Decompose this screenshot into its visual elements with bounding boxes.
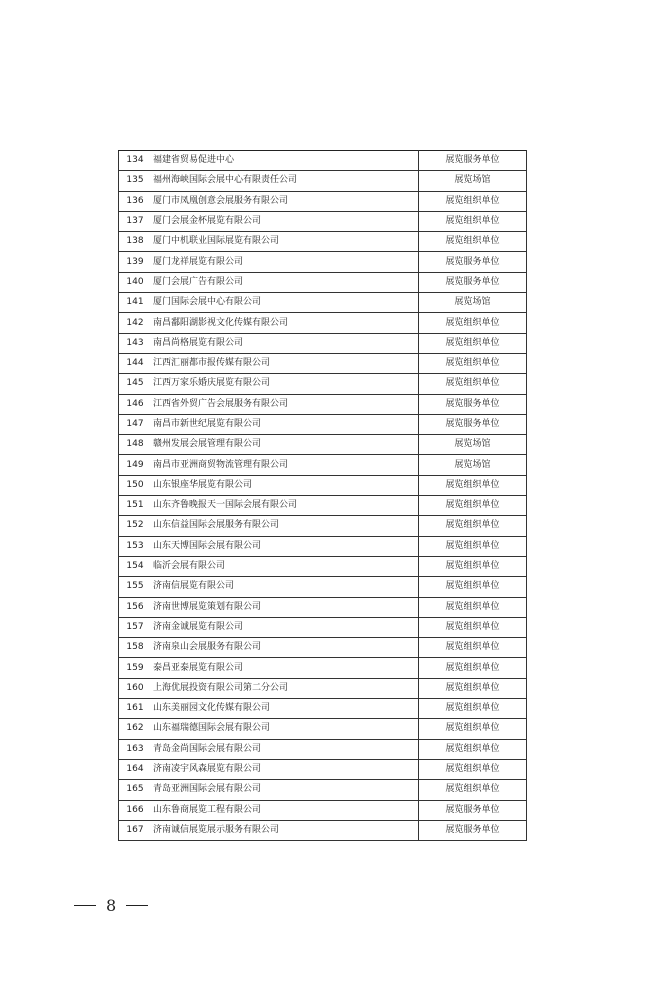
row-unit-type: 展览组织单位 <box>419 658 527 678</box>
row-company-name: 厦门会展金杯展览有限公司 <box>151 211 419 231</box>
row-number: 157 <box>119 617 152 637</box>
table-row <box>119 252 527 272</box>
table-row <box>119 536 527 556</box>
row-unit-type: 展览服务单位 <box>419 414 527 434</box>
row-number: 150 <box>119 475 152 495</box>
table-row <box>119 414 527 434</box>
table-row <box>119 780 527 800</box>
row-company-name: 济南诚信展览展示服务有限公司 <box>151 820 419 840</box>
row-number: 139 <box>119 252 152 272</box>
row-number: 164 <box>119 759 152 779</box>
row-number: 142 <box>119 313 152 333</box>
row-company-name: 上海优展投资有限公司第二分公司 <box>151 678 419 698</box>
row-unit-type: 展览组织单位 <box>419 232 527 252</box>
row-number: 135 <box>119 171 152 191</box>
row-number: 137 <box>119 211 152 231</box>
row-company-name: 山东鲁商展览工程有限公司 <box>151 800 419 820</box>
row-unit-type: 展览组织单位 <box>419 638 527 658</box>
row-number: 140 <box>119 272 152 292</box>
row-unit-type: 展览服务单位 <box>419 272 527 292</box>
row-number: 158 <box>119 638 152 658</box>
row-company-name: 济南泉山会展服务有限公司 <box>151 638 419 658</box>
table-row <box>119 739 527 759</box>
table-body <box>119 151 527 841</box>
row-unit-type: 展览场馆 <box>419 171 527 191</box>
row-unit-type: 展览服务单位 <box>419 800 527 820</box>
table-row <box>119 211 527 231</box>
footer-dash-left <box>74 905 96 906</box>
row-number: 144 <box>119 353 152 373</box>
row-unit-type: 展览服务单位 <box>419 252 527 272</box>
table-row <box>119 313 527 333</box>
row-unit-type: 展览组织单位 <box>419 780 527 800</box>
row-company-name: 厦门会展广告有限公司 <box>151 272 419 292</box>
row-number: 149 <box>119 455 152 475</box>
row-company-name: 南昌市亚洲商贸物流管理有限公司 <box>151 455 419 475</box>
row-company-name: 山东美丽园文化传媒有限公司 <box>151 699 419 719</box>
table-row <box>119 516 527 536</box>
row-number: 165 <box>119 780 152 800</box>
row-company-name: 泰昌亚泰展览有限公司 <box>151 658 419 678</box>
footer-dash-right <box>126 905 148 906</box>
row-number: 146 <box>119 394 152 414</box>
row-unit-type: 展览服务单位 <box>419 151 527 171</box>
table-row <box>119 333 527 353</box>
table-row <box>119 800 527 820</box>
table-row <box>119 678 527 698</box>
row-number: 163 <box>119 739 152 759</box>
row-number: 136 <box>119 191 152 211</box>
row-unit-type: 展览组织单位 <box>419 313 527 333</box>
row-unit-type: 展览组织单位 <box>419 759 527 779</box>
row-company-name: 厦门中机联业国际展览有限公司 <box>151 232 419 252</box>
row-company-name: 南昌市新世纪展览有限公司 <box>151 414 419 434</box>
row-company-name: 山东银座华展览有限公司 <box>151 475 419 495</box>
table-row <box>119 719 527 739</box>
row-company-name: 山东信益国际会展服务有限公司 <box>151 516 419 536</box>
table-row <box>119 151 527 171</box>
row-number: 143 <box>119 333 152 353</box>
row-number: 151 <box>119 496 152 516</box>
row-company-name: 青岛金尚国际会展有限公司 <box>151 739 419 759</box>
table-row <box>119 638 527 658</box>
row-unit-type: 展览组织单位 <box>419 536 527 556</box>
table-row <box>119 577 527 597</box>
row-number: 141 <box>119 293 152 313</box>
page-number: 8 <box>106 896 117 915</box>
table-row <box>119 759 527 779</box>
table-row <box>119 496 527 516</box>
row-unit-type: 展览组织单位 <box>419 719 527 739</box>
row-unit-type: 展览场馆 <box>419 435 527 455</box>
row-unit-type: 展览组织单位 <box>419 496 527 516</box>
row-unit-type: 展览服务单位 <box>419 394 527 414</box>
row-company-name: 济南金诚展览有限公司 <box>151 617 419 637</box>
row-unit-type: 展览组织单位 <box>419 617 527 637</box>
table-row <box>119 171 527 191</box>
table-row <box>119 394 527 414</box>
row-company-name: 南昌尚格展览有限公司 <box>151 333 419 353</box>
row-unit-type: 展览组织单位 <box>419 577 527 597</box>
row-number: 153 <box>119 536 152 556</box>
row-unit-type: 展览组织单位 <box>419 516 527 536</box>
row-company-name: 山东福瑞德国际会展有限公司 <box>151 719 419 739</box>
table-row <box>119 191 527 211</box>
row-company-name: 厦门龙祥展览有限公司 <box>151 252 419 272</box>
table-row <box>119 293 527 313</box>
row-unit-type: 展览组织单位 <box>419 699 527 719</box>
row-number: 167 <box>119 820 152 840</box>
row-company-name: 厦门国际会展中心有限公司 <box>151 293 419 313</box>
row-number: 161 <box>119 699 152 719</box>
table-row <box>119 820 527 840</box>
row-unit-type: 展览场馆 <box>419 455 527 475</box>
table-row <box>119 353 527 373</box>
row-company-name: 江西省外贸广告会展服务有限公司 <box>151 394 419 414</box>
table-row <box>119 374 527 394</box>
table-row <box>119 699 527 719</box>
table-row <box>119 597 527 617</box>
row-company-name: 济南世博展览策划有限公司 <box>151 597 419 617</box>
table-row <box>119 475 527 495</box>
table-row <box>119 658 527 678</box>
table-row <box>119 272 527 292</box>
row-unit-type: 展览组织单位 <box>419 678 527 698</box>
row-number: 162 <box>119 719 152 739</box>
row-unit-type: 展览组织单位 <box>419 475 527 495</box>
table-row <box>119 455 527 475</box>
row-unit-type: 展览组织单位 <box>419 191 527 211</box>
row-company-name: 山东齐鲁晚报天一国际会展有限公司 <box>151 496 419 516</box>
row-number: 147 <box>119 414 152 434</box>
row-company-name: 山东天博国际会展有限公司 <box>151 536 419 556</box>
row-number: 154 <box>119 556 152 576</box>
table-row <box>119 435 527 455</box>
row-number: 156 <box>119 597 152 617</box>
row-number: 160 <box>119 678 152 698</box>
table-row <box>119 556 527 576</box>
row-company-name: 济南信展览有限公司 <box>151 577 419 597</box>
page-footer <box>74 896 148 915</box>
table-row <box>119 232 527 252</box>
row-unit-type: 展览组织单位 <box>419 374 527 394</box>
row-unit-type: 展览组织单位 <box>419 556 527 576</box>
row-company-name: 江西万家乐婚庆展览有限公司 <box>151 374 419 394</box>
row-company-name: 福建省贸易促进中心 <box>151 151 419 171</box>
row-number: 145 <box>119 374 152 394</box>
row-number: 166 <box>119 800 152 820</box>
row-number: 155 <box>119 577 152 597</box>
row-unit-type: 展览组织单位 <box>419 597 527 617</box>
organization-list-table <box>118 150 527 841</box>
row-unit-type: 展览组织单位 <box>419 211 527 231</box>
row-company-name: 临沂会展有限公司 <box>151 556 419 576</box>
row-number: 134 <box>119 151 152 171</box>
row-unit-type: 展览场馆 <box>419 293 527 313</box>
row-company-name: 江西汇丽都市报传媒有限公司 <box>151 353 419 373</box>
row-unit-type: 展览组织单位 <box>419 333 527 353</box>
table-row <box>119 617 527 637</box>
row-company-name: 青岛亚洲国际会展有限公司 <box>151 780 419 800</box>
row-unit-type: 展览组织单位 <box>419 739 527 759</box>
row-company-name: 福州海峡国际会展中心有限责任公司 <box>151 171 419 191</box>
row-number: 152 <box>119 516 152 536</box>
row-company-name: 南昌鄱阳湖影视文化传媒有限公司 <box>151 313 419 333</box>
row-company-name: 厦门市凤凰创意会展服务有限公司 <box>151 191 419 211</box>
row-unit-type: 展览组织单位 <box>419 353 527 373</box>
row-company-name: 济南凌宇风森展览有限公司 <box>151 759 419 779</box>
row-unit-type: 展览服务单位 <box>419 820 527 840</box>
row-number: 138 <box>119 232 152 252</box>
row-number: 148 <box>119 435 152 455</box>
row-number: 159 <box>119 658 152 678</box>
row-company-name: 赣州发展会展管理有限公司 <box>151 435 419 455</box>
